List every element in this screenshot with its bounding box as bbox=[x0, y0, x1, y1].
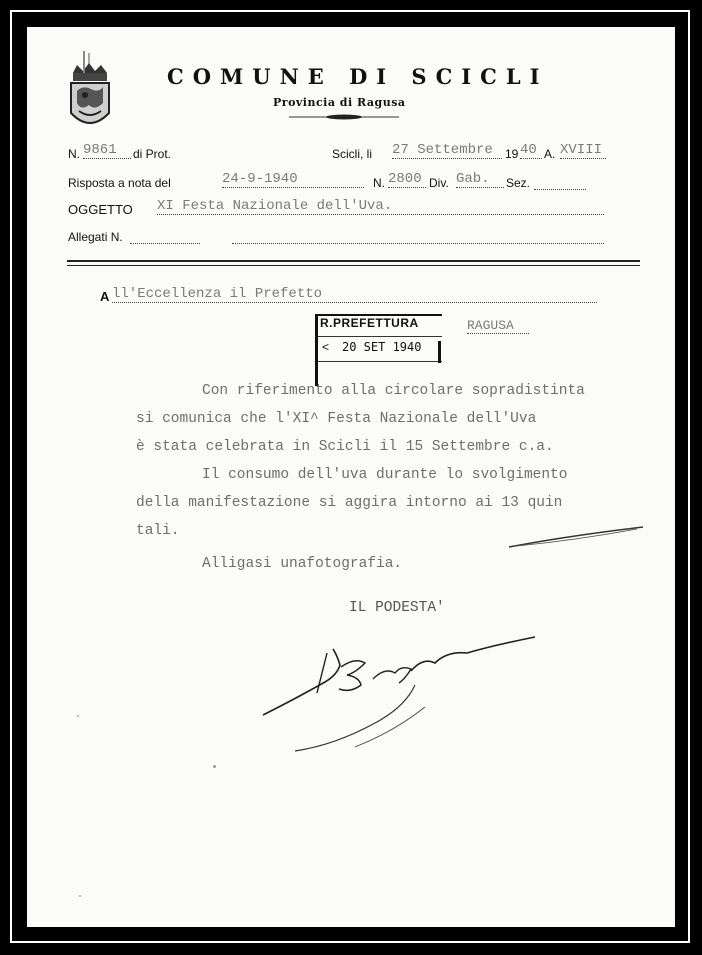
protocol-number-value: 9861 bbox=[83, 142, 131, 159]
stamp-marker: < bbox=[322, 340, 330, 354]
risposta-date-value: 24-9-1940 bbox=[222, 171, 364, 188]
risposta-number-label: N. bbox=[373, 176, 385, 190]
recipient-name: ll'Eccellenza il Prefetto bbox=[112, 286, 597, 303]
protocol-number-label: N. bbox=[68, 147, 80, 161]
letter-date-value: 27 Settembre bbox=[392, 142, 502, 159]
prefecture-stamp bbox=[315, 314, 442, 386]
body-line-7: Alligasi unafotografia. bbox=[202, 556, 403, 572]
subject-label: OGGETTO bbox=[68, 202, 133, 217]
division-value: Gab. bbox=[456, 171, 504, 188]
attachments-label: Allegati N. bbox=[68, 230, 123, 244]
signer-title: IL PODESTA' bbox=[349, 600, 445, 616]
year-prefix: 19 bbox=[505, 147, 519, 161]
body-line-2: si comunica che l'XI^ Festa Nazionale dell'Uva bbox=[136, 411, 537, 427]
risposta-number-value: 2800 bbox=[388, 171, 426, 188]
document-page bbox=[27, 27, 675, 927]
recipient-prefix: A bbox=[100, 289, 110, 304]
section-field bbox=[534, 188, 586, 190]
recipient-city: RAGUSA bbox=[467, 318, 529, 334]
body-line-3: è stata celebrata in Scicli il 15 Settembre c.a. bbox=[136, 439, 554, 455]
header-separator-thick bbox=[67, 260, 640, 262]
stamp-date: 20 SET 1940 bbox=[342, 340, 422, 354]
signature-icon bbox=[255, 627, 545, 757]
division-label: Div. bbox=[429, 176, 449, 190]
year-value: 40 bbox=[520, 142, 542, 159]
subject-value: XI Festa Nazionale dell'Uva. bbox=[157, 198, 604, 215]
risposta-label: Risposta a nota del bbox=[68, 176, 171, 190]
attachments-field bbox=[130, 242, 200, 244]
pen-flourish bbox=[507, 522, 647, 552]
header-separator-thin bbox=[67, 265, 640, 266]
body-line-1: Con riferimento alla circolare sopradistinta bbox=[202, 383, 585, 399]
stamp-office: R.PREFETTURA bbox=[320, 316, 419, 330]
body-line-6: tali. bbox=[136, 523, 180, 539]
paper-speck bbox=[213, 765, 216, 768]
protocol-prot-label: di Prot. bbox=[133, 147, 172, 161]
era-label: A. bbox=[544, 147, 556, 161]
stamp-right-bar bbox=[438, 341, 441, 363]
paper-mark bbox=[83, 51, 85, 73]
body-line-5: della manifestazione si aggira intorno ai 13 quin bbox=[136, 495, 563, 511]
ornament-divider bbox=[289, 113, 399, 121]
body-line-4: Il consumo dell'uva durante lo svolgimento bbox=[202, 467, 568, 483]
paper-speck bbox=[77, 715, 79, 717]
place-label: Scicli, li bbox=[332, 147, 373, 161]
municipality-title: COMUNE DI SCICLI bbox=[167, 64, 549, 89]
coat-of-arms-icon bbox=[65, 53, 115, 135]
era-value: XVIII bbox=[560, 142, 606, 159]
paper-speck bbox=[79, 895, 81, 897]
province-subtitle: Provincia di Ragusa bbox=[273, 96, 406, 109]
attachments-extra-field bbox=[232, 242, 604, 244]
section-label: Sez. bbox=[506, 176, 531, 190]
